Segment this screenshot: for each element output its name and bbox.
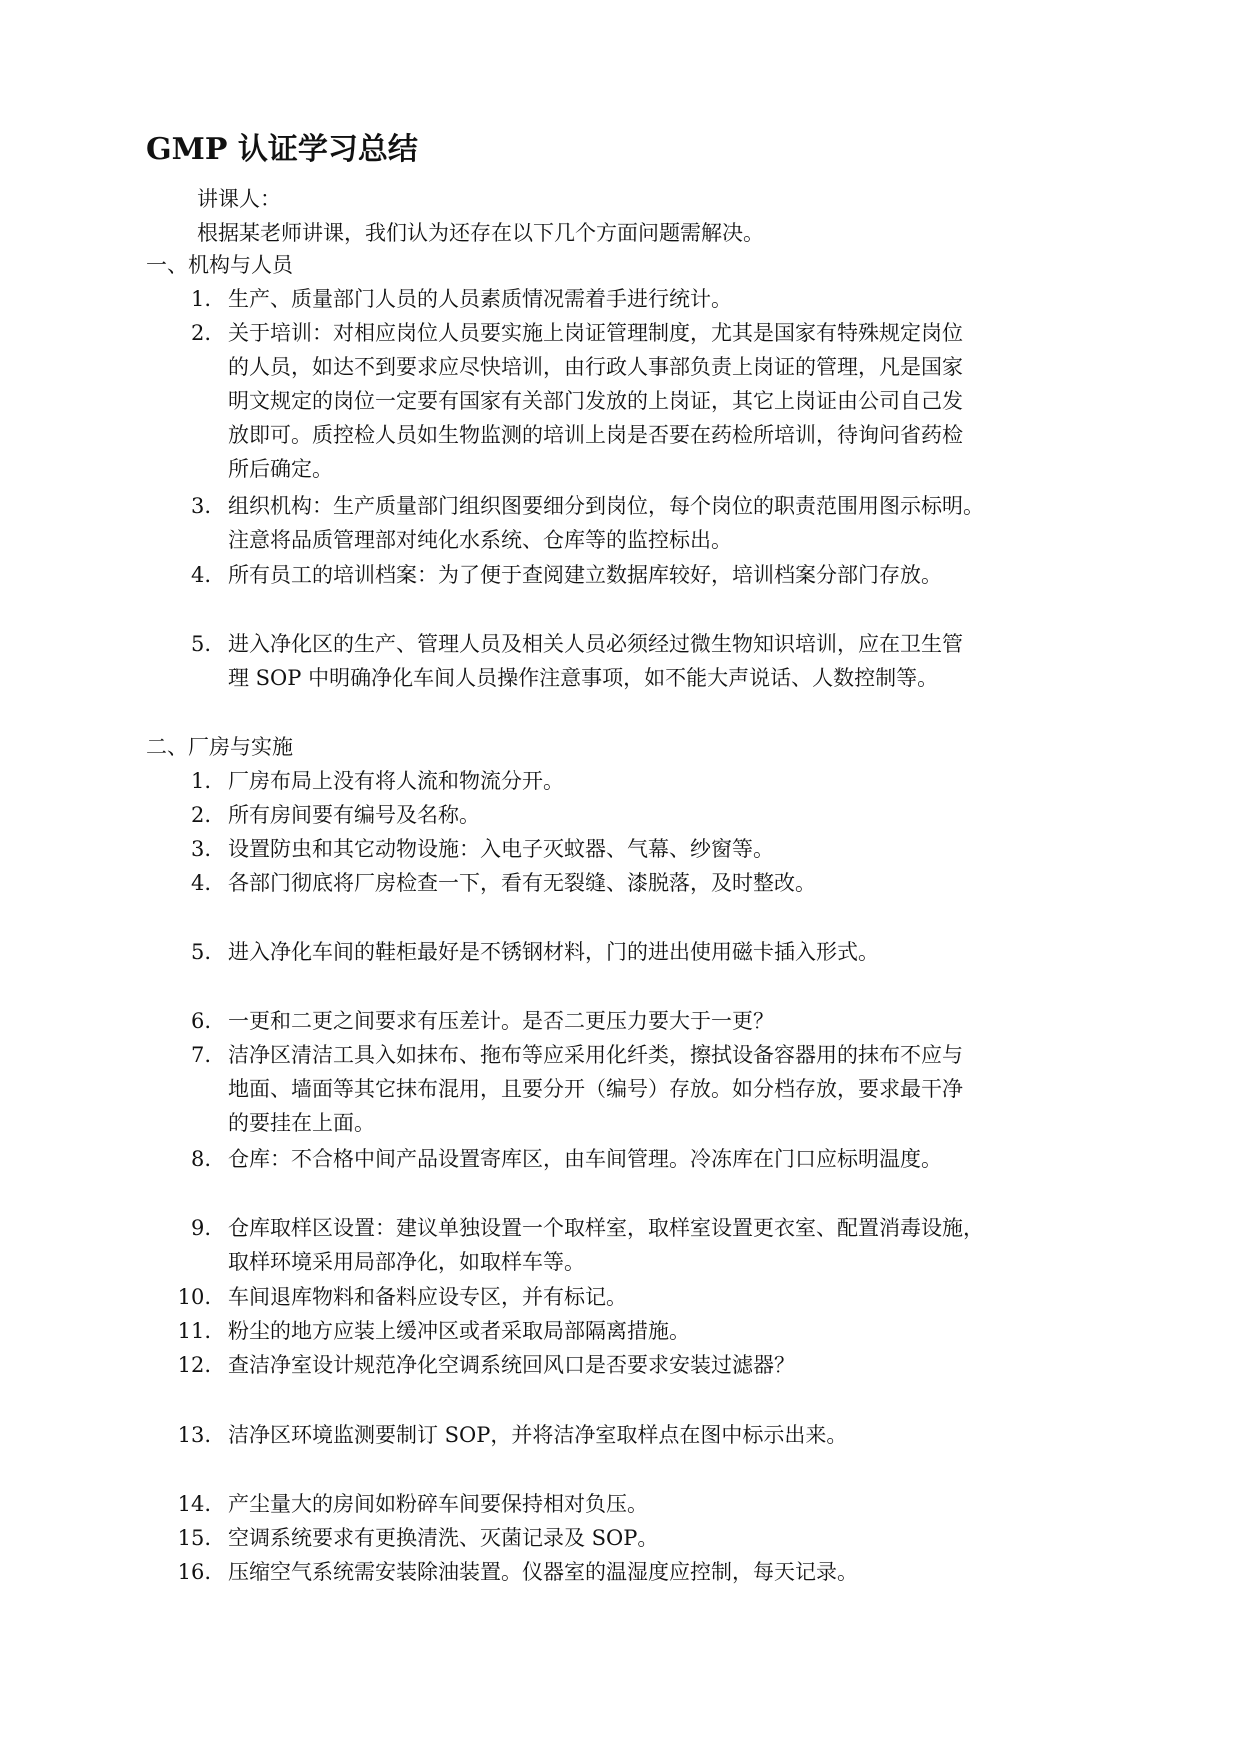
list-item-number: 2.	[190, 321, 211, 345]
list-item	[228, 866, 1098, 900]
list-item	[228, 1555, 1098, 1589]
list-item-text: 粉尘的地方应装上缓冲区或者采取局部隔离措施。	[228, 1319, 690, 1343]
list-item-text: 进入净化车间的鞋柜最好是不锈钢材料，门的进出使用磁卡插入形式。	[228, 940, 879, 964]
list-item-text: 车间退库物料和备料应设专区，并有标记。	[228, 1285, 627, 1309]
list-item-number: 8.	[190, 1147, 211, 1171]
list-item	[228, 1211, 1098, 1279]
list-item-text: 洁净区清洁工具入如抹布、拖布等应采用化纤类，擦拭设备容器用的抹布不应与	[228, 1043, 963, 1067]
list-item-number: 1.	[190, 769, 211, 793]
section-heading-2: 二、厂房与实施	[146, 735, 293, 759]
list-item-number: 4.	[190, 563, 211, 587]
list-item	[228, 1314, 1098, 1348]
list-item	[228, 627, 1098, 695]
list-item	[228, 1418, 1098, 1452]
page-title: GMP 认证学习总结	[146, 132, 418, 167]
list-item	[228, 282, 1098, 316]
list-item	[228, 1348, 1098, 1382]
list-item-number: 7.	[190, 1043, 211, 1067]
list-item-number: 9.	[190, 1216, 211, 1240]
list-item-text: 放即可。质控检人员如生物监测的培训上岗是否要在药检所培训，待询问省药检	[228, 423, 963, 447]
list-item-number: 6.	[190, 1009, 211, 1033]
list-item-text: 设置防虫和其它动物设施：入电子灭蚊器、气幕、纱窗等。	[228, 837, 774, 861]
list-item-text: 关于培训：对相应岗位人员要实施上岗证管理制度，尤其是国家有特殊规定岗位	[228, 321, 963, 345]
list-item-text: 所后确定。	[228, 457, 333, 481]
list-item	[228, 935, 1098, 969]
list-item	[228, 764, 1098, 798]
list-item	[228, 558, 1098, 592]
list-item-text: 的人员，如达不到要求应尽快培训，由行政人事部负责上岗证的管理，凡是国家	[228, 355, 963, 379]
list-item-text: 生产、质量部门人员的人员素质情况需着手进行统计。	[228, 287, 732, 311]
list-item-text: 注意将品质管理部对纯化水系统、仓库等的监控标出。	[228, 528, 732, 552]
list-item-number: 3.	[190, 494, 211, 518]
list-item	[228, 1487, 1098, 1521]
list-item-number: 3.	[190, 837, 211, 861]
list-item	[228, 1038, 1098, 1140]
section-heading-1: 一、机构与人员	[146, 253, 293, 277]
list-item	[228, 1521, 1098, 1555]
list-item-text: 所有房间要有编号及名称。	[228, 803, 480, 827]
list-item	[228, 1004, 1098, 1038]
list-item	[228, 1280, 1098, 1314]
list-item-number: 1.	[190, 287, 211, 311]
list-item-number: 13.	[177, 1423, 211, 1447]
list-item-number: 15.	[177, 1526, 211, 1550]
list-item-number: 2.	[190, 803, 211, 827]
list-item	[228, 798, 1098, 832]
list-item-number: 4.	[190, 871, 211, 895]
list-item-text: 洁净区环境监测要制订 SOP，并将洁净室取样点在图中标示出来。	[228, 1423, 848, 1447]
list-item-number: 12.	[177, 1353, 211, 1377]
list-item-number: 11.	[177, 1319, 211, 1343]
list-item-number: 5.	[190, 940, 211, 964]
list-item-number: 14.	[177, 1492, 211, 1516]
list-item-text: 产尘量大的房间如粉碎车间要保持相对负压。	[228, 1492, 648, 1516]
list-item-text: 仓库：不合格中间产品设置寄库区，由车间管理。冷冻库在门口应标明温度。	[228, 1147, 942, 1171]
list-item	[228, 832, 1098, 866]
list-item-text: 地面、墙面等其它抹布混用，且要分开（编号）存放。如分档存放，要求最干净	[228, 1077, 963, 1101]
list-item-text: 进入净化区的生产、管理人员及相关人员必须经过微生物知识培训，应在卫生管	[228, 632, 963, 656]
lecturer-line: 讲课人：	[197, 187, 281, 211]
list-item-number: 10.	[177, 1285, 211, 1309]
list-item-text: 组织机构：生产质量部门组织图要细分到岗位，每个岗位的职责范围用图示标明。	[228, 494, 984, 518]
list-item-number: 5.	[190, 632, 211, 656]
list-item	[228, 489, 1098, 557]
list-item-text: 仓库取样区设置：建议单独设置一个取样室，取样室设置更衣室、配置消毒设施，	[228, 1216, 984, 1240]
list-item-text: 明文规定的岗位一定要有国家有关部门发放的上岗证，其它上岗证由公司自己发	[228, 389, 963, 413]
list-item-text: 一更和二更之间要求有压差计。是否二更压力要大于一更？	[228, 1009, 774, 1033]
intro-paragraph: 根据某老师讲课，我们认为还存在以下几个方面问题需解决。	[197, 221, 764, 245]
list-item	[228, 316, 1098, 486]
list-item-text: 的要挂在上面。	[228, 1111, 375, 1135]
list-item-text: 空调系统要求有更换清洗、灭菌记录及 SOP。	[228, 1526, 659, 1550]
list-item-text: 取样环境采用局部净化，如取样车等。	[228, 1250, 585, 1274]
list-item-text: 厂房布局上没有将人流和物流分开。	[228, 769, 564, 793]
list-item-text: 各部门彻底将厂房检查一下，看有无裂缝、漆脱落，及时整改。	[228, 871, 816, 895]
list-item-number: 16.	[177, 1560, 211, 1584]
list-item-text: 理 SOP 中明确净化车间人员操作注意事项，如不能大声说话、人数控制等。	[228, 666, 939, 690]
list-item-text: 压缩空气系统需安装除油装置。仪器室的温湿度应控制，每天记录。	[228, 1560, 858, 1584]
list-item-text: 所有员工的培训档案：为了便于查阅建立数据库较好，培训档案分部门存放。	[228, 563, 942, 587]
list-item	[228, 1142, 1098, 1176]
list-item-text: 查洁净室设计规范净化空调系统回风口是否要求安装过滤器？	[228, 1353, 795, 1377]
